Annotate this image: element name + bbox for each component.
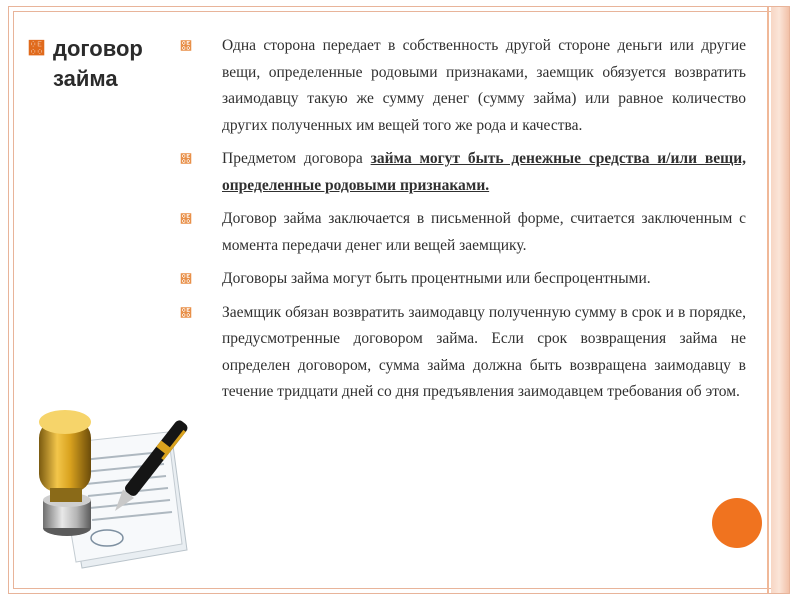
paragraph-text (222, 146, 746, 199)
bullet-icon: ฀ (180, 272, 192, 286)
paragraph-text: Договоры займа могут быть процентными или беспроцентными. (222, 270, 651, 287)
list-item (180, 266, 746, 293)
paragraph-emphasis: займа могут быть денежные средства и/или вещи, определенные родовыми признаками. (222, 150, 746, 194)
bullet-icon: ฀ (180, 212, 192, 226)
slide-content (180, 33, 746, 413)
bullet-icon: ฀ (180, 39, 192, 53)
title-bullet-icon: ฀ (28, 39, 45, 59)
decorative-right-band (771, 7, 789, 593)
list-item (180, 206, 746, 259)
document-stamp-pen-icon (22, 380, 192, 580)
slide-title-block (28, 34, 178, 94)
bullet-icon: ฀ (180, 152, 192, 166)
paragraph-lead: Предметом договора (222, 150, 371, 167)
decorative-orange-circle (712, 498, 762, 548)
list-item (180, 300, 746, 406)
list-item (180, 33, 746, 139)
paragraph-text: Одна сторона передает в собственность другой стороне деньги или другие вещи, определенные родовыми признаками, заемщик обязуется возвратить заимодавцу такую же сумму денег (сумму займа) или равное количество других полученных им вещей того же рода и качества. (222, 37, 746, 134)
paragraph-text: Договор займа заключается в письменной форме, считается заключенным с момента передачи денег или вещей заемщику. (222, 210, 746, 254)
slide-title: договор займа (53, 36, 143, 91)
list-item (180, 146, 746, 199)
paragraph-text: Заемщик обязан возвратить заимодавцу полученную сумму в срок и в порядке, предусмотренные договором займа. Если срок возвращения займа не определен договором, сумма займа должна быть возвращена заимодавцу в течение тридцати дней со дня предъявления заимодавцем требования об этом. (222, 303, 746, 400)
decorative-band-line (767, 7, 769, 593)
bullet-icon: ฀ (180, 305, 192, 320)
